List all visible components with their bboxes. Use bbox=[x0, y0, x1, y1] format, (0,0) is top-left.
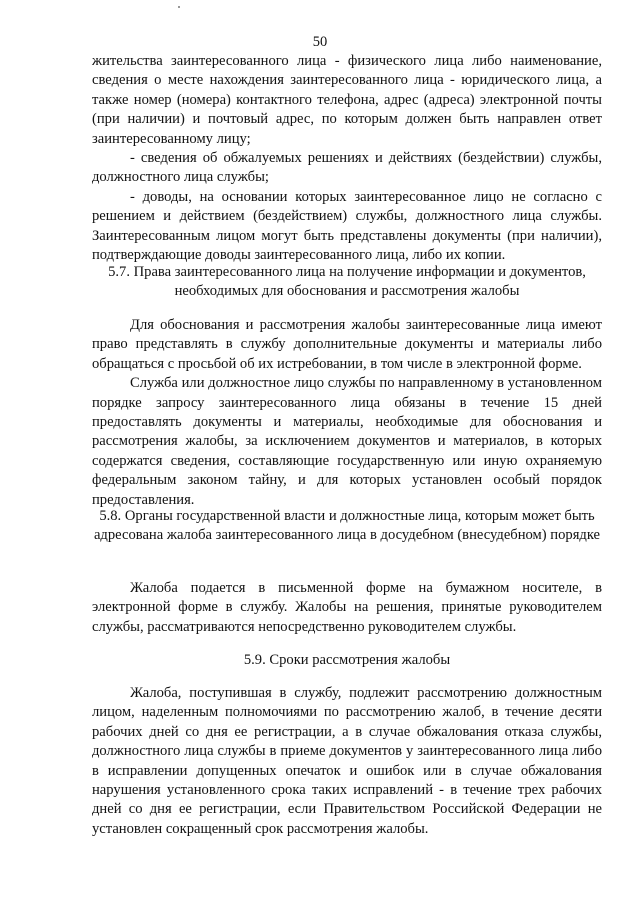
section-5-9-body bbox=[92, 684, 602, 839]
section-heading-5-9: 5.9. Сроки рассмотрения жалобы bbox=[243, 652, 451, 668]
scan-speck bbox=[178, 6, 180, 8]
page-number: 50 bbox=[312, 34, 328, 50]
paragraph-contact-details: жительства заинтересованного лица - физического лица либо наименование, сведения о месте нахождения заинтересованного лица - юридического лица, а также номер (номера) контактного телефона, адрес (адреса) электронной почты (при наличии) и почтовый адрес, по которым должен быть направлен ответ заинтересованному лицу; bbox=[92, 53, 602, 147]
paragraph-arguments: - доводы, на основании которых заинтересованное лицо не согласно с решением и действием (бездействием) службы, должностного лица службы. Заинтересованным лицом могут быть представлены документы (при наличии), подтверждающие доводы заинтересованного лица, либо их копии. bbox=[92, 188, 602, 264]
paragraph-appealed-decisions: - сведения об обжалуемых решениях и действиях (бездействии) службы, должностного лица службы; bbox=[92, 150, 602, 186]
section-heading-5-7: 5.7. Права заинтересованного лица на получение информации и документов, необходимых для обоснования и рассмотрения жалобы bbox=[108, 264, 586, 300]
section-5-7-body bbox=[92, 316, 602, 510]
complaint-contents-block bbox=[92, 52, 602, 265]
section-heading-5-8: 5.8. Органы государственной власти и должностные лица, которым может быть адресована жалоба заинтересованного лица в досудебном (внесудебном) порядке bbox=[93, 508, 601, 544]
paragraph-5-7-right-to-submit: Для обоснования и рассмотрения жалобы заинтересованные лица имеют право представлять в службу дополнительные документы и материалы либо обращаться с просьбой об их истребовании, в том числе в электронной форме. bbox=[92, 317, 602, 372]
paragraph-5-9-deadlines: Жалоба, поступившая в службу, подлежит рассмотрению должностным лицом, наделенным полномочиями по рассмотрению жалоб, в течение десяти рабочих дней со дня ее регистрации, а в случае обжалования отказа службы, должностного лица службы в приеме документов у заинтересованного лица либо в исправлении допущенных опечаток и ошибок или в случае обжалования нарушения установленного срока таких исправлений - в течение трех рабочих дней со дня ее регистрации, если Правительством Российской Федерации не установлен сокращенный срок рассмотрения жалобы. bbox=[92, 685, 602, 837]
section-5-8-body bbox=[92, 579, 602, 637]
paragraph-5-7-obligation: Служба или должностное лицо службы по направленному в установленном порядке запросу заинтересованного лица обязаны в течение 15 дней предоставлять документы и материалы, необходимые для обоснования и рассмотрения жалобы, за исключением документов и материалов, в которых содержатся сведения, составляющие государственную или иную охраняемую федеральным законом тайну, и для которых установлен особый порядок предоставления. bbox=[92, 375, 602, 508]
paragraph-5-8-submission: Жалоба подается в письменной форме на бумажном носителе, в электронной форме в службу. Жалобы на решения, принятые руководителем службы, рассматриваются непосредственно руководителем службы. bbox=[92, 580, 602, 635]
